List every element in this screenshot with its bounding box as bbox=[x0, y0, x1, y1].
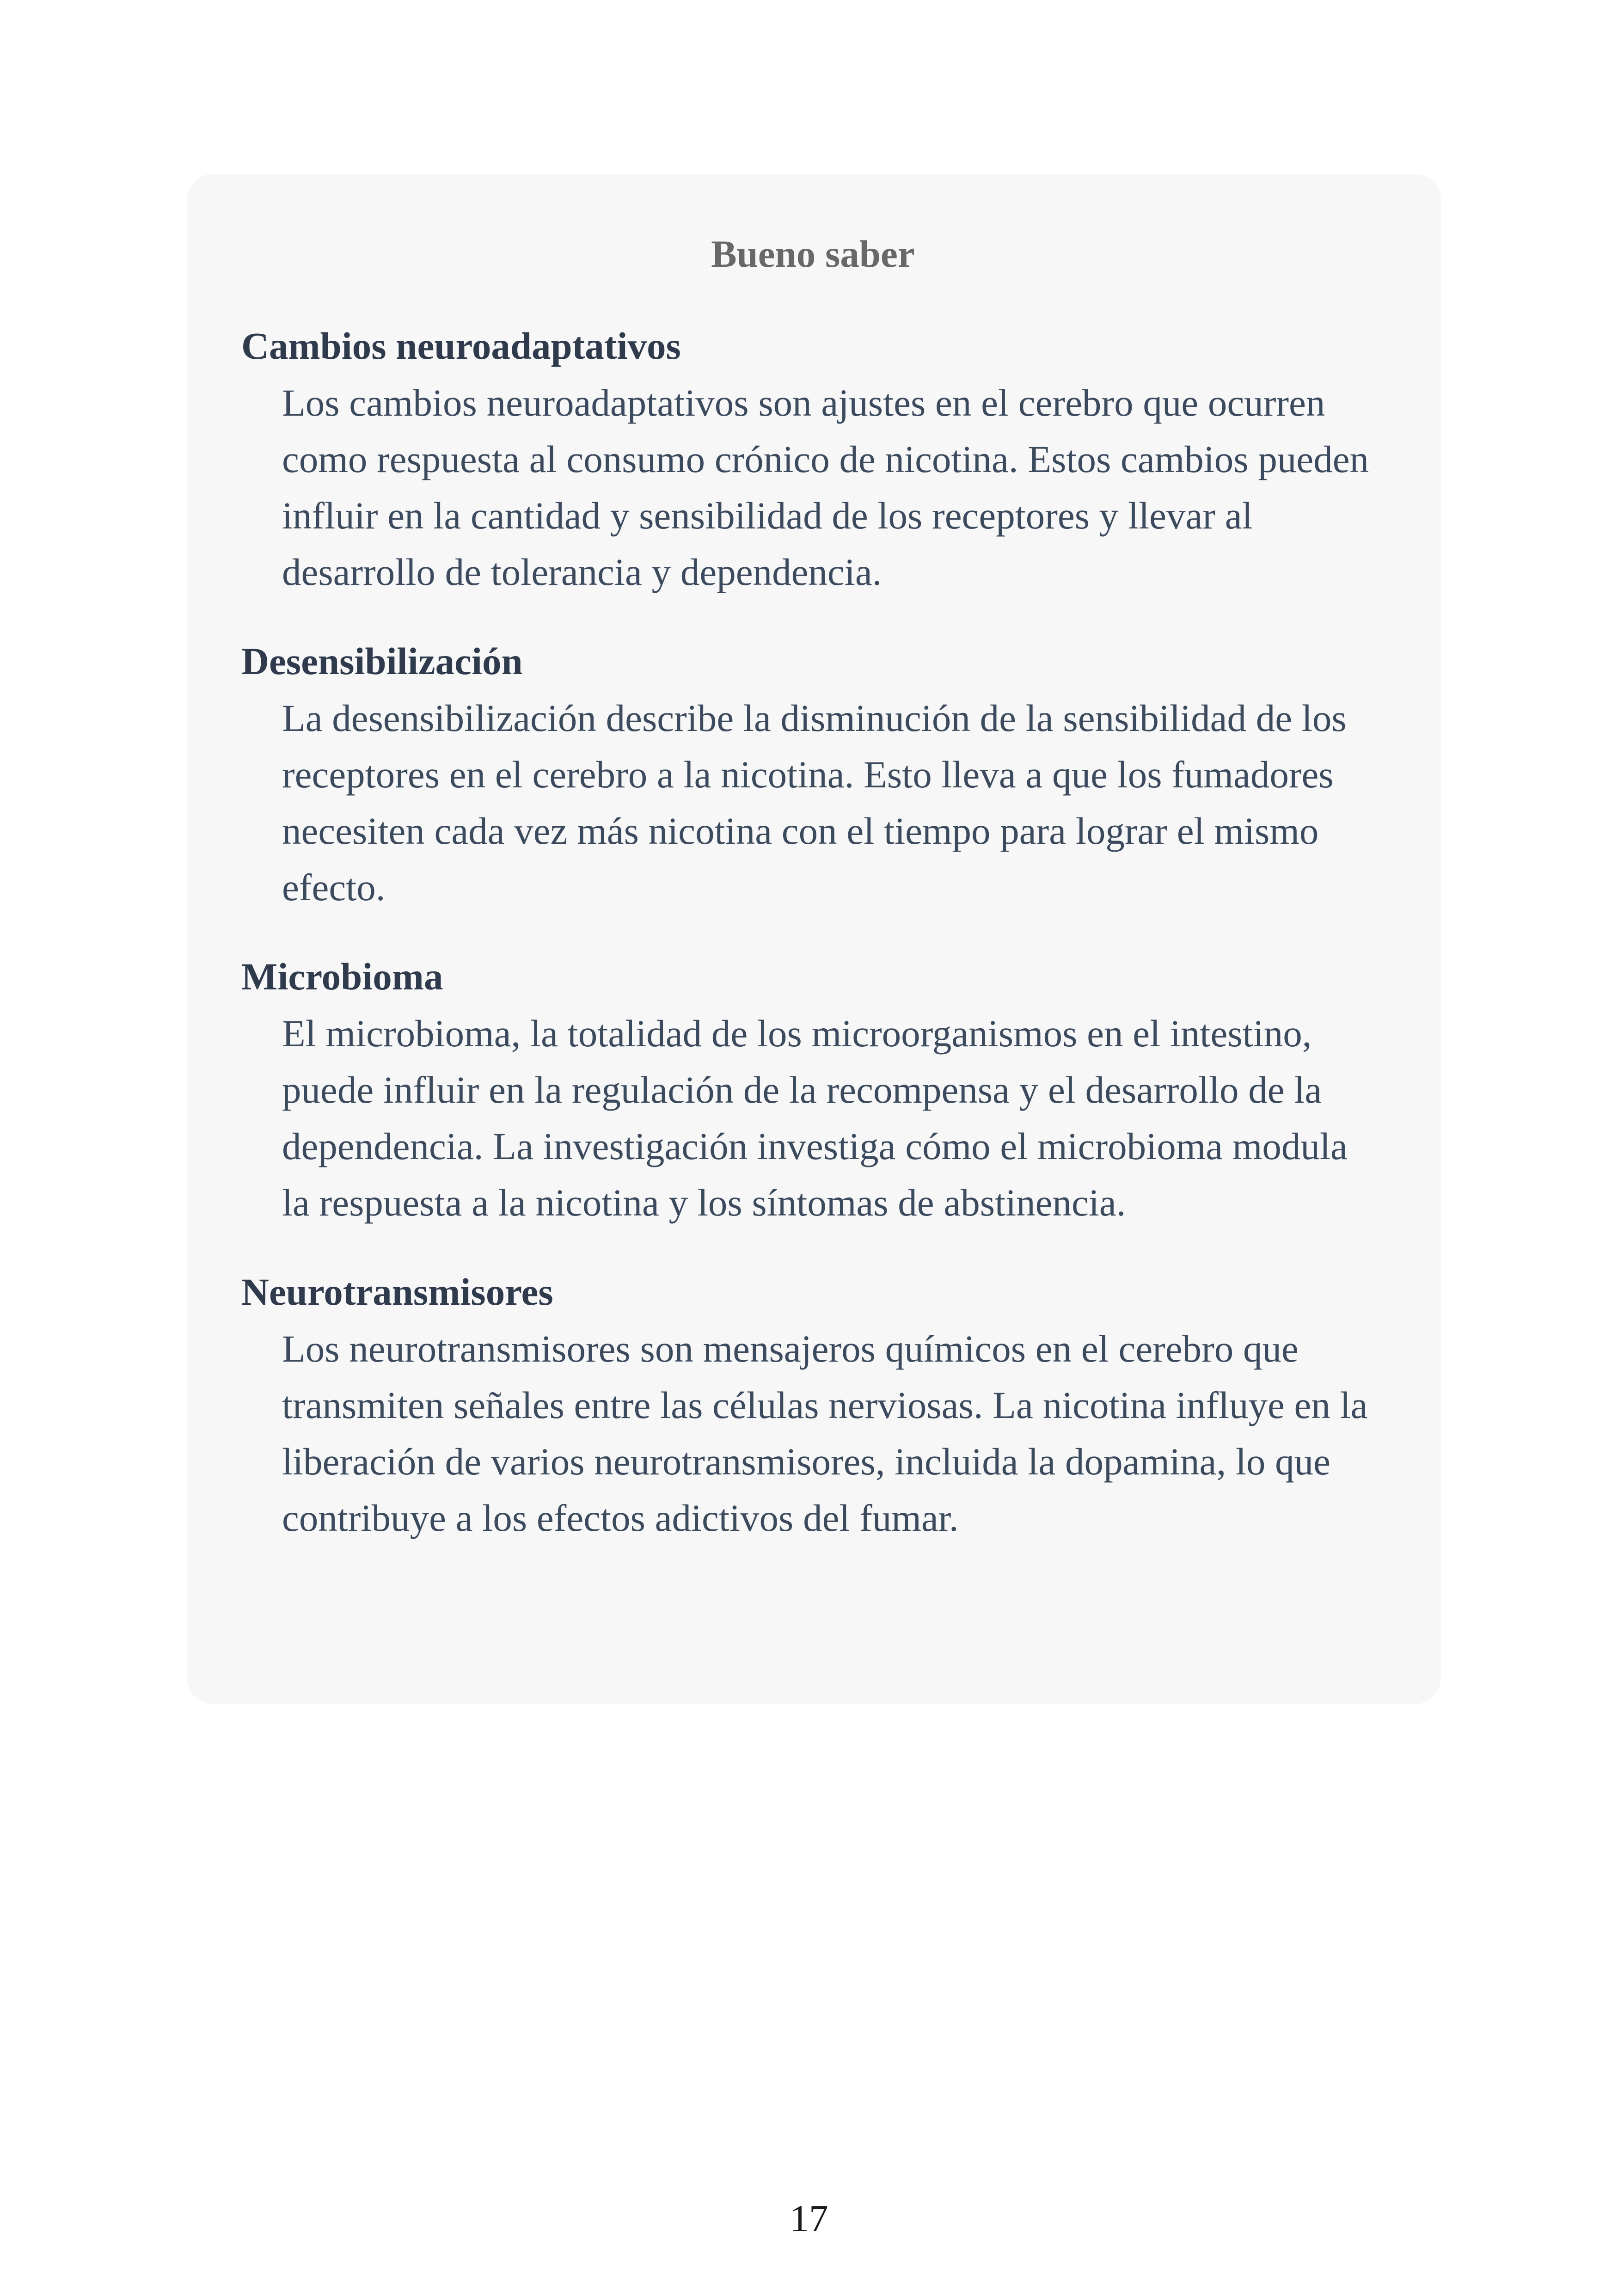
term-description: Los cambios neuroadaptativos son ajustes en el cerebro que ocurren como respuesta al consumo crónico de nicotina. Estos cambios pueden influir en la cantidad y sensibilidad de los receptores y llevar al desarrollo de tolerancia y dependencia. bbox=[282, 381, 1369, 593]
term-title: Neurotransmisores bbox=[241, 1271, 553, 1313]
term-title: Cambios neuroadaptativos bbox=[241, 325, 681, 367]
term-item-microbioma bbox=[241, 952, 1385, 1231]
box-title: Bueno saber bbox=[711, 233, 915, 275]
term-description: El microbioma, la totalidad de los microorganismos en el intestino, puede influir en la regulación de la recompensa y el desarrollo de la dependencia. La investigación investiga cómo el microbioma modula la respuesta a la nicotina y los síntomas de abstinencia. bbox=[282, 1012, 1348, 1224]
term-list bbox=[241, 321, 1385, 1546]
term-description: Los neurotransmisores son mensajeros químicos en el cerebro que transmiten señales entre las células nerviosas. La nicotina influye en la liberación de varios neurotransmisores, incluida la dopamina, lo que contribuye a los efectos adictivos del fumar. bbox=[282, 1327, 1368, 1539]
term-item-neurotransmisores bbox=[241, 1267, 1385, 1546]
term-title: Microbioma bbox=[241, 955, 443, 998]
term-item-desensibilizacion bbox=[241, 636, 1385, 915]
term-description: La desensibilización describe la disminución de la sensibilidad de los receptores en el cerebro a la nicotina. Esto lleva a que los fumadores necesiten cada vez más nicotina con el tiempo para lograr el mismo efecto. bbox=[282, 697, 1347, 909]
page-number: 17 bbox=[790, 2197, 828, 2240]
good-to-know-box bbox=[187, 174, 1441, 1704]
term-item-cambios-neuroadaptativos bbox=[241, 321, 1385, 600]
term-title: Desensibilización bbox=[241, 640, 523, 682]
